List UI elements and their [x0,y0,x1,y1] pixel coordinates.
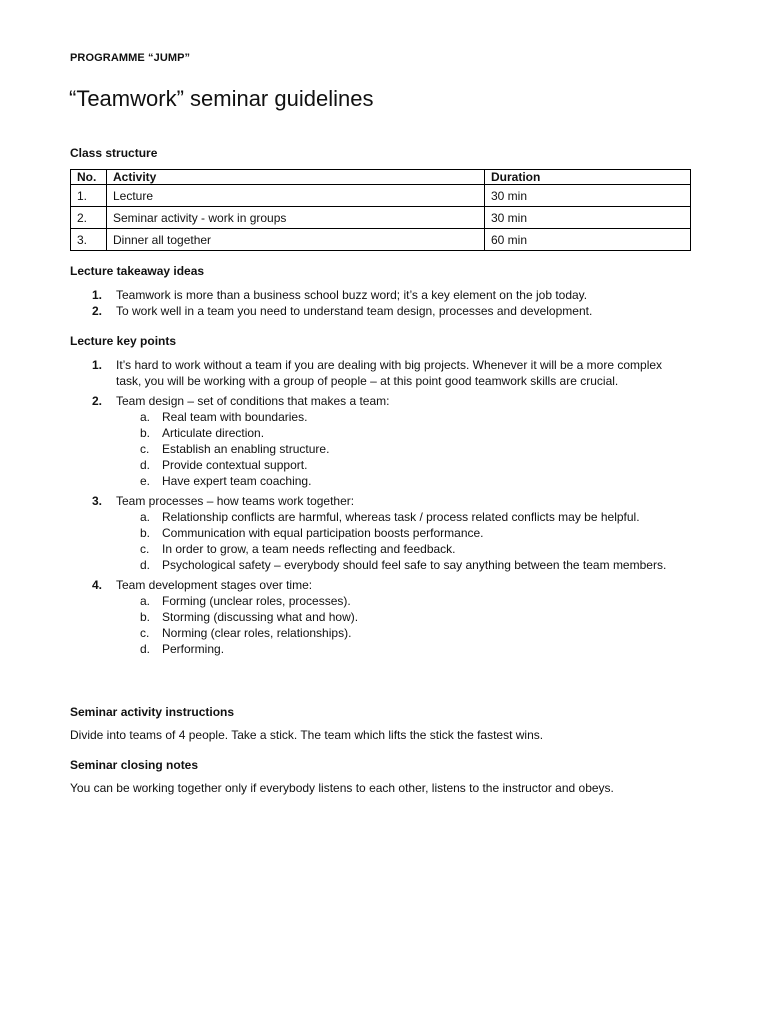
list-item [70,287,690,303]
sub-item-letter: d. [140,458,151,472]
item-number: 1. [92,288,103,302]
closing-text: You can be working together only if everybody listens to each other, listens to the instructor and obeys. [70,781,614,795]
list-item [70,357,690,389]
table-row [71,207,691,229]
cell-no: 1. [71,185,107,207]
key-points-heading: Lecture key points [70,334,177,348]
sub-list-item [116,609,690,625]
sub-item-letter: b. [140,526,151,540]
page-title: “Teamwork” seminar guidelines [69,86,374,111]
sub-item-letter: c. [140,542,150,556]
closing-heading: Seminar closing notes [70,758,199,772]
sub-list-item [116,509,690,525]
list-item [70,493,690,573]
item-number: 3. [92,494,103,508]
cell-no: 2. [71,207,107,229]
sub-item-letter: d. [140,558,151,572]
item-text: It’s hard to work without a team if you are dealing with big projects. Whenever it will be a more complex task, you will be working with a group of people – at this point good teamwork skills are crucial. [116,358,663,388]
sub-list-item [116,473,690,489]
activity-heading: Seminar activity instructions [70,705,235,719]
item-text: Teamwork is more than a business school buzz word; it’s a key element on the job today. [116,288,588,302]
sub-item-text: Provide contextual support. [162,458,308,472]
sub-list-item [116,441,690,457]
item-text: To work well in a team you need to understand team design, processes and development. [116,304,593,318]
column-header-activity: Activity [107,170,485,185]
sub-item-text: Have expert team coaching. [162,474,312,488]
cell-activity: Dinner all together [107,229,485,251]
sub-item-letter: e. [140,474,151,488]
sub-item-text: Communication with equal participation boosts performance. [162,526,484,540]
sub-list-item [116,457,690,473]
sub-item-text: In order to grow, a team needs reflecting and feedback. [162,542,456,556]
sub-item-text: Performing. [162,642,225,656]
sub-list [116,593,690,657]
column-header-duration: Duration [485,170,691,185]
sub-item-letter: a. [140,510,151,524]
list-item [70,393,690,489]
sub-item-text: Psychological safety – everybody should feel safe to say anything between the team members. [162,558,667,572]
takeaways-heading: Lecture takeaway ideas [70,264,205,278]
sub-list [116,509,690,573]
sub-item-letter: d. [140,642,151,656]
sub-item-text: Forming (unclear roles, processes). [162,594,351,608]
sub-list-item [116,641,690,657]
sub-item-letter: b. [140,426,151,440]
sub-list [116,409,690,489]
item-number: 4. [92,578,103,592]
sub-list-item [116,593,690,609]
item-number: 2. [92,394,103,408]
table-row [71,229,691,251]
cell-duration: 60 min [485,229,691,251]
cell-activity: Lecture [107,185,485,207]
sub-item-letter: a. [140,594,151,608]
column-header-no: No. [71,170,107,185]
class-structure-table [70,169,691,251]
activity-text: Divide into teams of 4 people. Take a stick. The team which lifts the stick the fastest wins. [70,728,544,742]
table-header-row [71,170,691,185]
sub-item-text: Storming (discussing what and how). [162,610,359,624]
item-number: 2. [92,304,103,318]
sub-item-text: Articulate direction. [162,426,265,440]
cell-duration: 30 min [485,185,691,207]
item-text: Team processes – how teams work together: [116,494,355,508]
sub-list-item [116,557,690,573]
table-row [71,185,691,207]
sub-item-text: Real team with boundaries. [162,410,308,424]
sub-list-item [116,425,690,441]
sub-list-item [116,541,690,557]
key-points-list [70,357,690,657]
cell-duration: 30 min [485,207,691,229]
sub-list-item [116,625,690,641]
list-item [70,303,690,319]
sub-item-letter: b. [140,610,151,624]
sub-list-item [116,409,690,425]
sub-item-letter: a. [140,410,151,424]
sub-list-item [116,525,690,541]
sub-item-letter: c. [140,442,150,456]
programme-label: PROGRAMME “JUMP” [70,52,191,64]
list-item [70,577,690,657]
sub-item-letter: c. [140,626,150,640]
class-structure-heading: Class structure [70,146,158,160]
takeaways-list [70,287,690,319]
cell-no: 3. [71,229,107,251]
item-text: Team design – set of conditions that makes a team: [116,394,390,408]
sub-item-text: Norming (clear roles, relationships). [162,626,352,640]
cell-activity: Seminar activity - work in groups [107,207,485,229]
item-text: Team development stages over time: [116,578,313,592]
item-number: 1. [92,358,103,372]
sub-item-text: Relationship conflicts are harmful, whereas task / process related conflicts may be helpful. [162,510,640,524]
sub-item-text: Establish an enabling structure. [162,442,330,456]
